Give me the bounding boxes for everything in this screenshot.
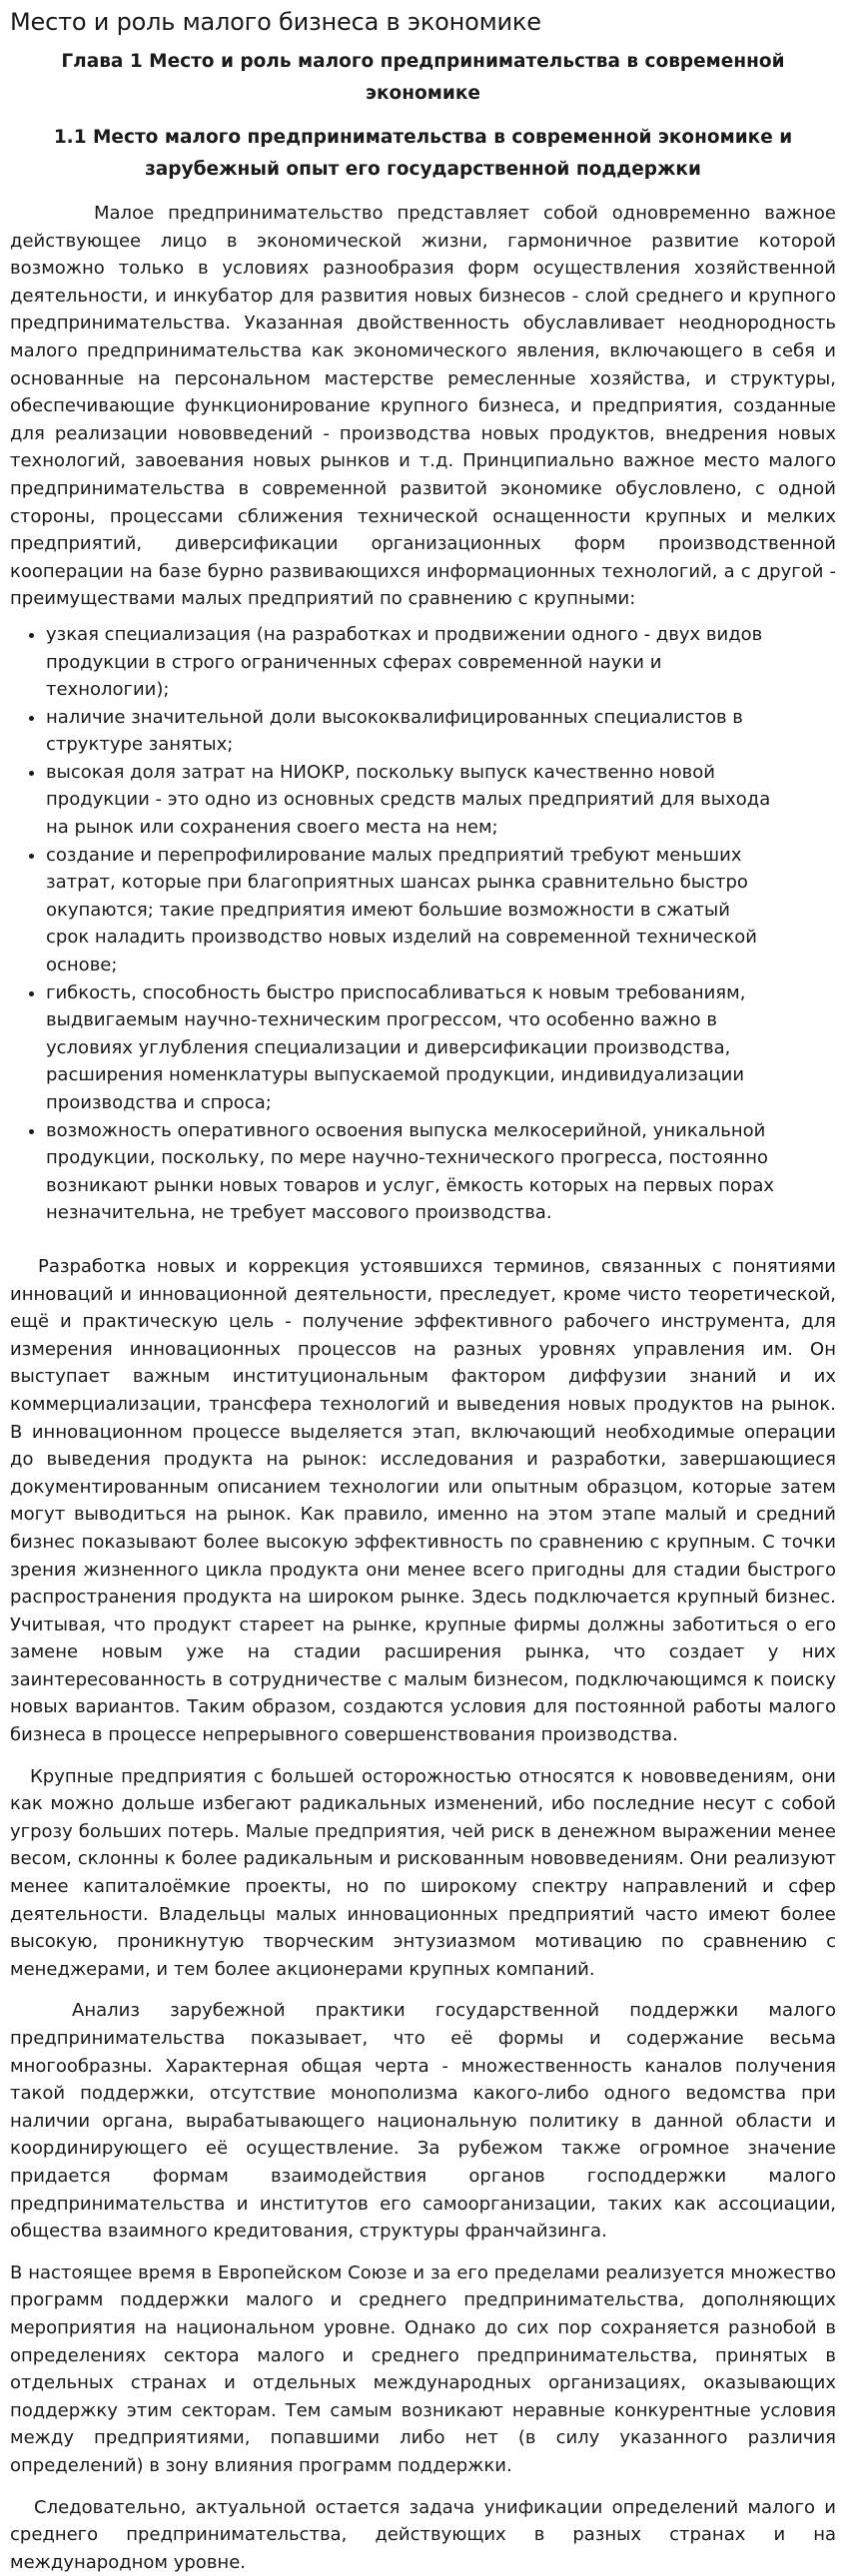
list-item: • возможность оперативного освоения выпуска мелкосерийной, уникальной продукции, поскольку, по мере научно-технического прогресса, постоянно возникают рынки новых товаров и услуг, ёмкость которых на первых порах незначительна, не требует массового производства.: [46, 1117, 776, 1227]
chapter-heading: Глава 1 Место и роль малого предпринимательства в современной экономике: [38, 46, 808, 110]
document-title: Место и роль малого бизнеса в экономике: [10, 6, 836, 38]
list-item: • наличие значительной доли высококвалифицированных специалистов в структуре занятых;: [46, 704, 776, 759]
list-item: • создание и перепрофилирование малых предприятий требуют меньших затрат, которые при благоприятных шансах рынка сравнительно быстро окупаются; такие предприятия имеют большие возможности в сжатый срок наладить производство новых изделий на современной технической основе;: [46, 842, 776, 979]
large-firms-paragraph: Крупные предприятия с большей осторожностью относятся к нововведениям, они как можно дольше избегают радикальных изменений, ибо последние несут с собой угрозу больших потерь. Малые предприятия, чей риск в денежном выражении менее весом, склонны к более радикальным и рискованным нововведениям. Они реализуют менее капиталоёмкие проекты, но по широкому спектру направлений и сфер деятельности. Владельцы малых инновационных предприятий часто имеют более высокую, проникнутую творческим энтузиазмом мотивацию по сравнению с менеджерами, и тем более акционерами крупных компаний.: [10, 1763, 836, 1984]
section-heading: 1.1 Место малого предпринимательства в современной экономике и зарубежный опыт его государственной поддержки: [34, 122, 812, 186]
eu-programs-paragraph: В настоящее время в Европейском Союзе и за его пределами реализуется множество программ поддержки малого и среднего предпринимательства, дополняющих мероприятия на национальном уровне. Однако до сих пор сохраняется разнобой в определениях сектора малого и среднего предпринимательства, принятых в отдельных странах и отдельных международных организациях, оказывающих поддержку этим секторам. Тем самым возникают неравные конкурентные условия между предприятиями, попавшими либо нет (в силу указанного различия определений) в зону влияния программ поддержки.: [10, 2259, 836, 2480]
intro-paragraph-text: Малое предпринимательство представляет собой одновременно важное действующее лицо в экономической жизни, гармоничное развитие которой возможно только в условиях разнообразия форм осуществления хозяйственной деятельности, и инкубатор для развития новых бизнесов - слой среднего и крупного предпринимательства. Указанная двойственность обуславливает неоднородность малого предпринимательства как экономического явления, включающего в себя и основанные на персональном мастерстве ремесленные хозяйства, и структуры, обеспечивающие функционирование крупного бизнеса, и предприятия, созданные для реализации нововведений - производства новых продуктов, внедрения новых технологий, завоевания новых рынков и т.д. Принципиально важное место малого предпринимательства в современной развитой экономике обусловлено, с одной стороны, процессами сближения технической оснащенности крупных и мелких предприятий, диверсификации организационных форм производственной кооперации на базе бурно развивающихся информационных технологий, а с другой - преимуществами малых предприятий по сравнению с крупными:: [10, 203, 836, 609]
intro-paragraph: [10, 200, 836, 613]
list-item: • гибкость, способность быстро приспосабливаться к новым требованиям, выдвигаемым научно-техническим прогрессом, что особенно важно в условиях углубления специализации и диверсификации производства, расширения номенклатуры выпускаемой продукции, индивидуализации производства и спроса;: [46, 979, 776, 1117]
innovation-paragraph: Разработка новых и коррекция устоявшихся терминов, связанных с понятиями инноваций и инновационной деятельности, преследует, кроме чисто теоретической, ещё и практическую цель - получение эффективного рабочего инструмента, для измерения инновационных процессов на разных уровнях управления им. Он выступает важным институциональным фактором диффузии знаний и их коммерциализации, трансфера технологий и выведения новых продуктов на рынок. В инновационном процессе выделяется этап, включающий необходимые операции до выведения продукта на рынок: исследования и разработки, завершающиеся документированным описанием технологии или опытным образцом, которые затем могут выводиться на рынок. Как правило, именно на этом этапе малый и средний бизнес показывают более высокую эффективность по сравнению с крупным. С точки зрения жизненного цикла продукта они менее всего пригодны для стадии быстрого распространения продукта на широком рынке. Здесь подключается крупный бизнес. Учитывая, что продукт стареет на рынке, крупные фирмы должны заботиться о его замене новым уже на стадии расширения рынка, что создает у них заинтересованность в сотрудничестве с малым бизнесом, подключающимся к поиску новых вариантов. Таким образом, создаются условия для постоянной работы малого бизнеса в процессе непрерывного совершенствования производства.: [10, 1253, 836, 1749]
list-item: • высокая доля затрат на НИОКР, поскольку выпуск качественно новой продукции - это одно из основных средств малых предприятий для выхода на рынок или сохранения своего места на нем;: [46, 759, 776, 842]
list-item: • узкая специализация (на разработках и продвижении одного - двух видов продукции в строго ограниченных сферах современной науки и технологии);: [46, 621, 776, 704]
conclusion-paragraph: Следовательно, актуальной остается задача унификации определений малого и среднего предпринимательства, действующих в разных странах и на международном уровне.: [10, 2494, 836, 2576]
foreign-practice-paragraph: Анализ зарубежной практики государственной поддержки малого предпринимательства показывает, что её формы и содержание весьма многообразны. Характерная общая черта - множественность каналов получения такой поддержки, отсутствие монополизма какого-либо одного ведомства при наличии органа, вырабатывающего национальную политику в данной области и координирующего её осуществление. За рубежом также огромное значение придается формам взаимодействия органов господдержки малого предпринимательства и институтов его самоорганизации, таких как ассоциации, общества взаимного кредитования, структуры франчайзинга.: [10, 1997, 836, 2245]
advantages-list: [10, 621, 836, 1227]
